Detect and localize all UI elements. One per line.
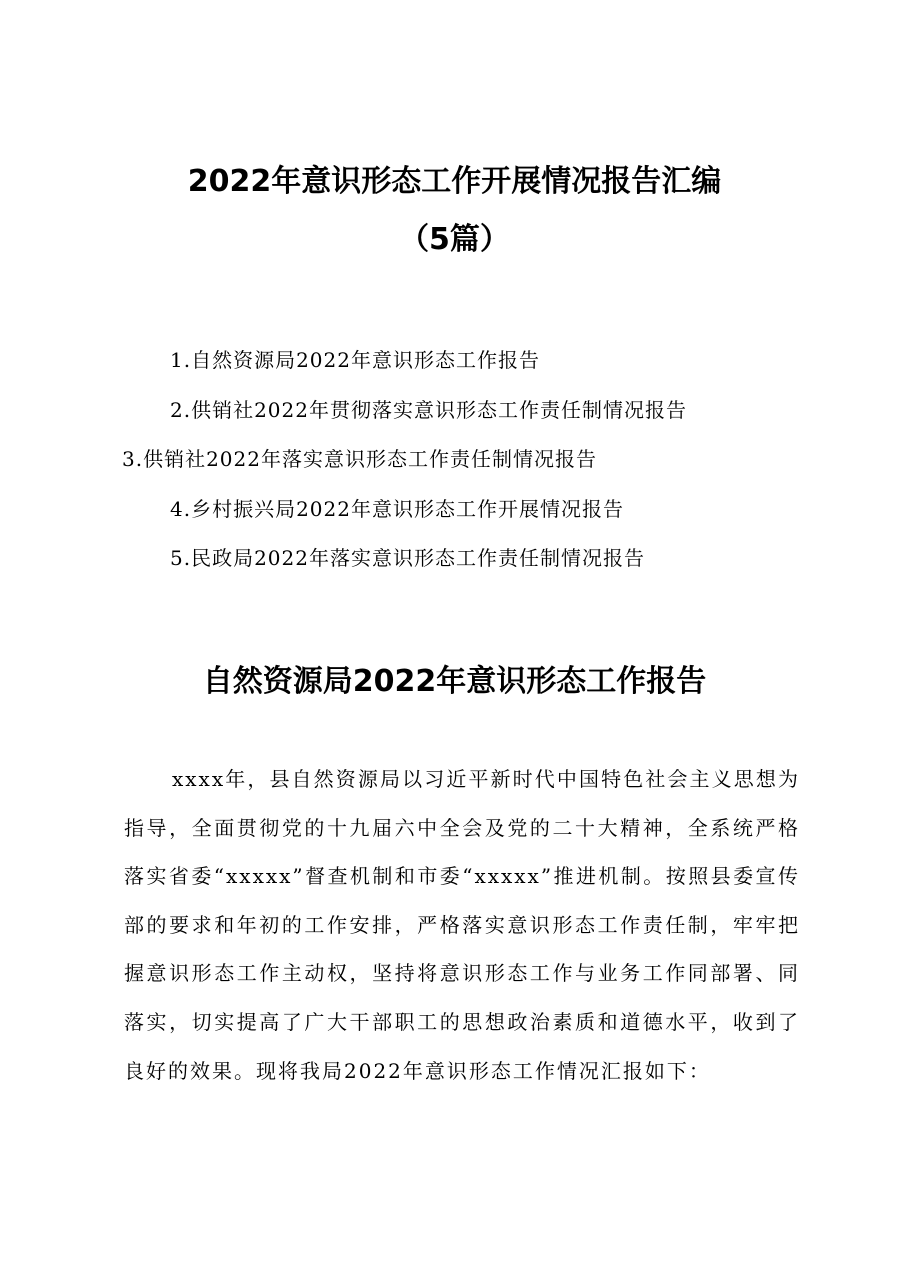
body-paragraph: xxxx年，县自然资源局以习近平新时代中国特色社会主义思想为指导，全面贯彻党的十九届六中全会及党的二十大精神，全系统严格落实省委“xxxxx”督查机制和市委“xxxxx”推进机制。按照县委宣传部的要求和年初的工作安排，严格落实意识形态工作责任制，牢牢把握意识形态工作主动权，坚持将意识形态工作与业务工作同部署、同落实，切实提高了广大干部职工的思想政治素质和道德水平，收到了良好的效果。现将我局2022年意识形态工作情况汇报如下： (124, 767, 800, 1083)
table-of-contents (0, 336, 909, 584)
toc-item-4: 4.乡村振兴局2022年意识形态工作开展情况报告 (170, 496, 624, 521)
toc-item-5: 5.民政局2022年落实意识形态工作责任制情况报告 (170, 546, 645, 570)
toc-item-2: 2.供销社2022年贯彻落实意识形态工作责任制情况报告 (170, 397, 687, 422)
document-title: 2022年意识形态工作开展情况报告汇编 (187, 164, 722, 199)
document-subtitle: （5篇） (399, 222, 510, 257)
section-title: 自然资源局2022年意识形态工作报告 (202, 664, 707, 699)
toc-item-1: 1.自然资源局2022年意识形态工作报告 (170, 348, 540, 372)
toc-item-3: 3.供销社2022年落实意识形态工作责任制情况报告 (122, 447, 597, 471)
